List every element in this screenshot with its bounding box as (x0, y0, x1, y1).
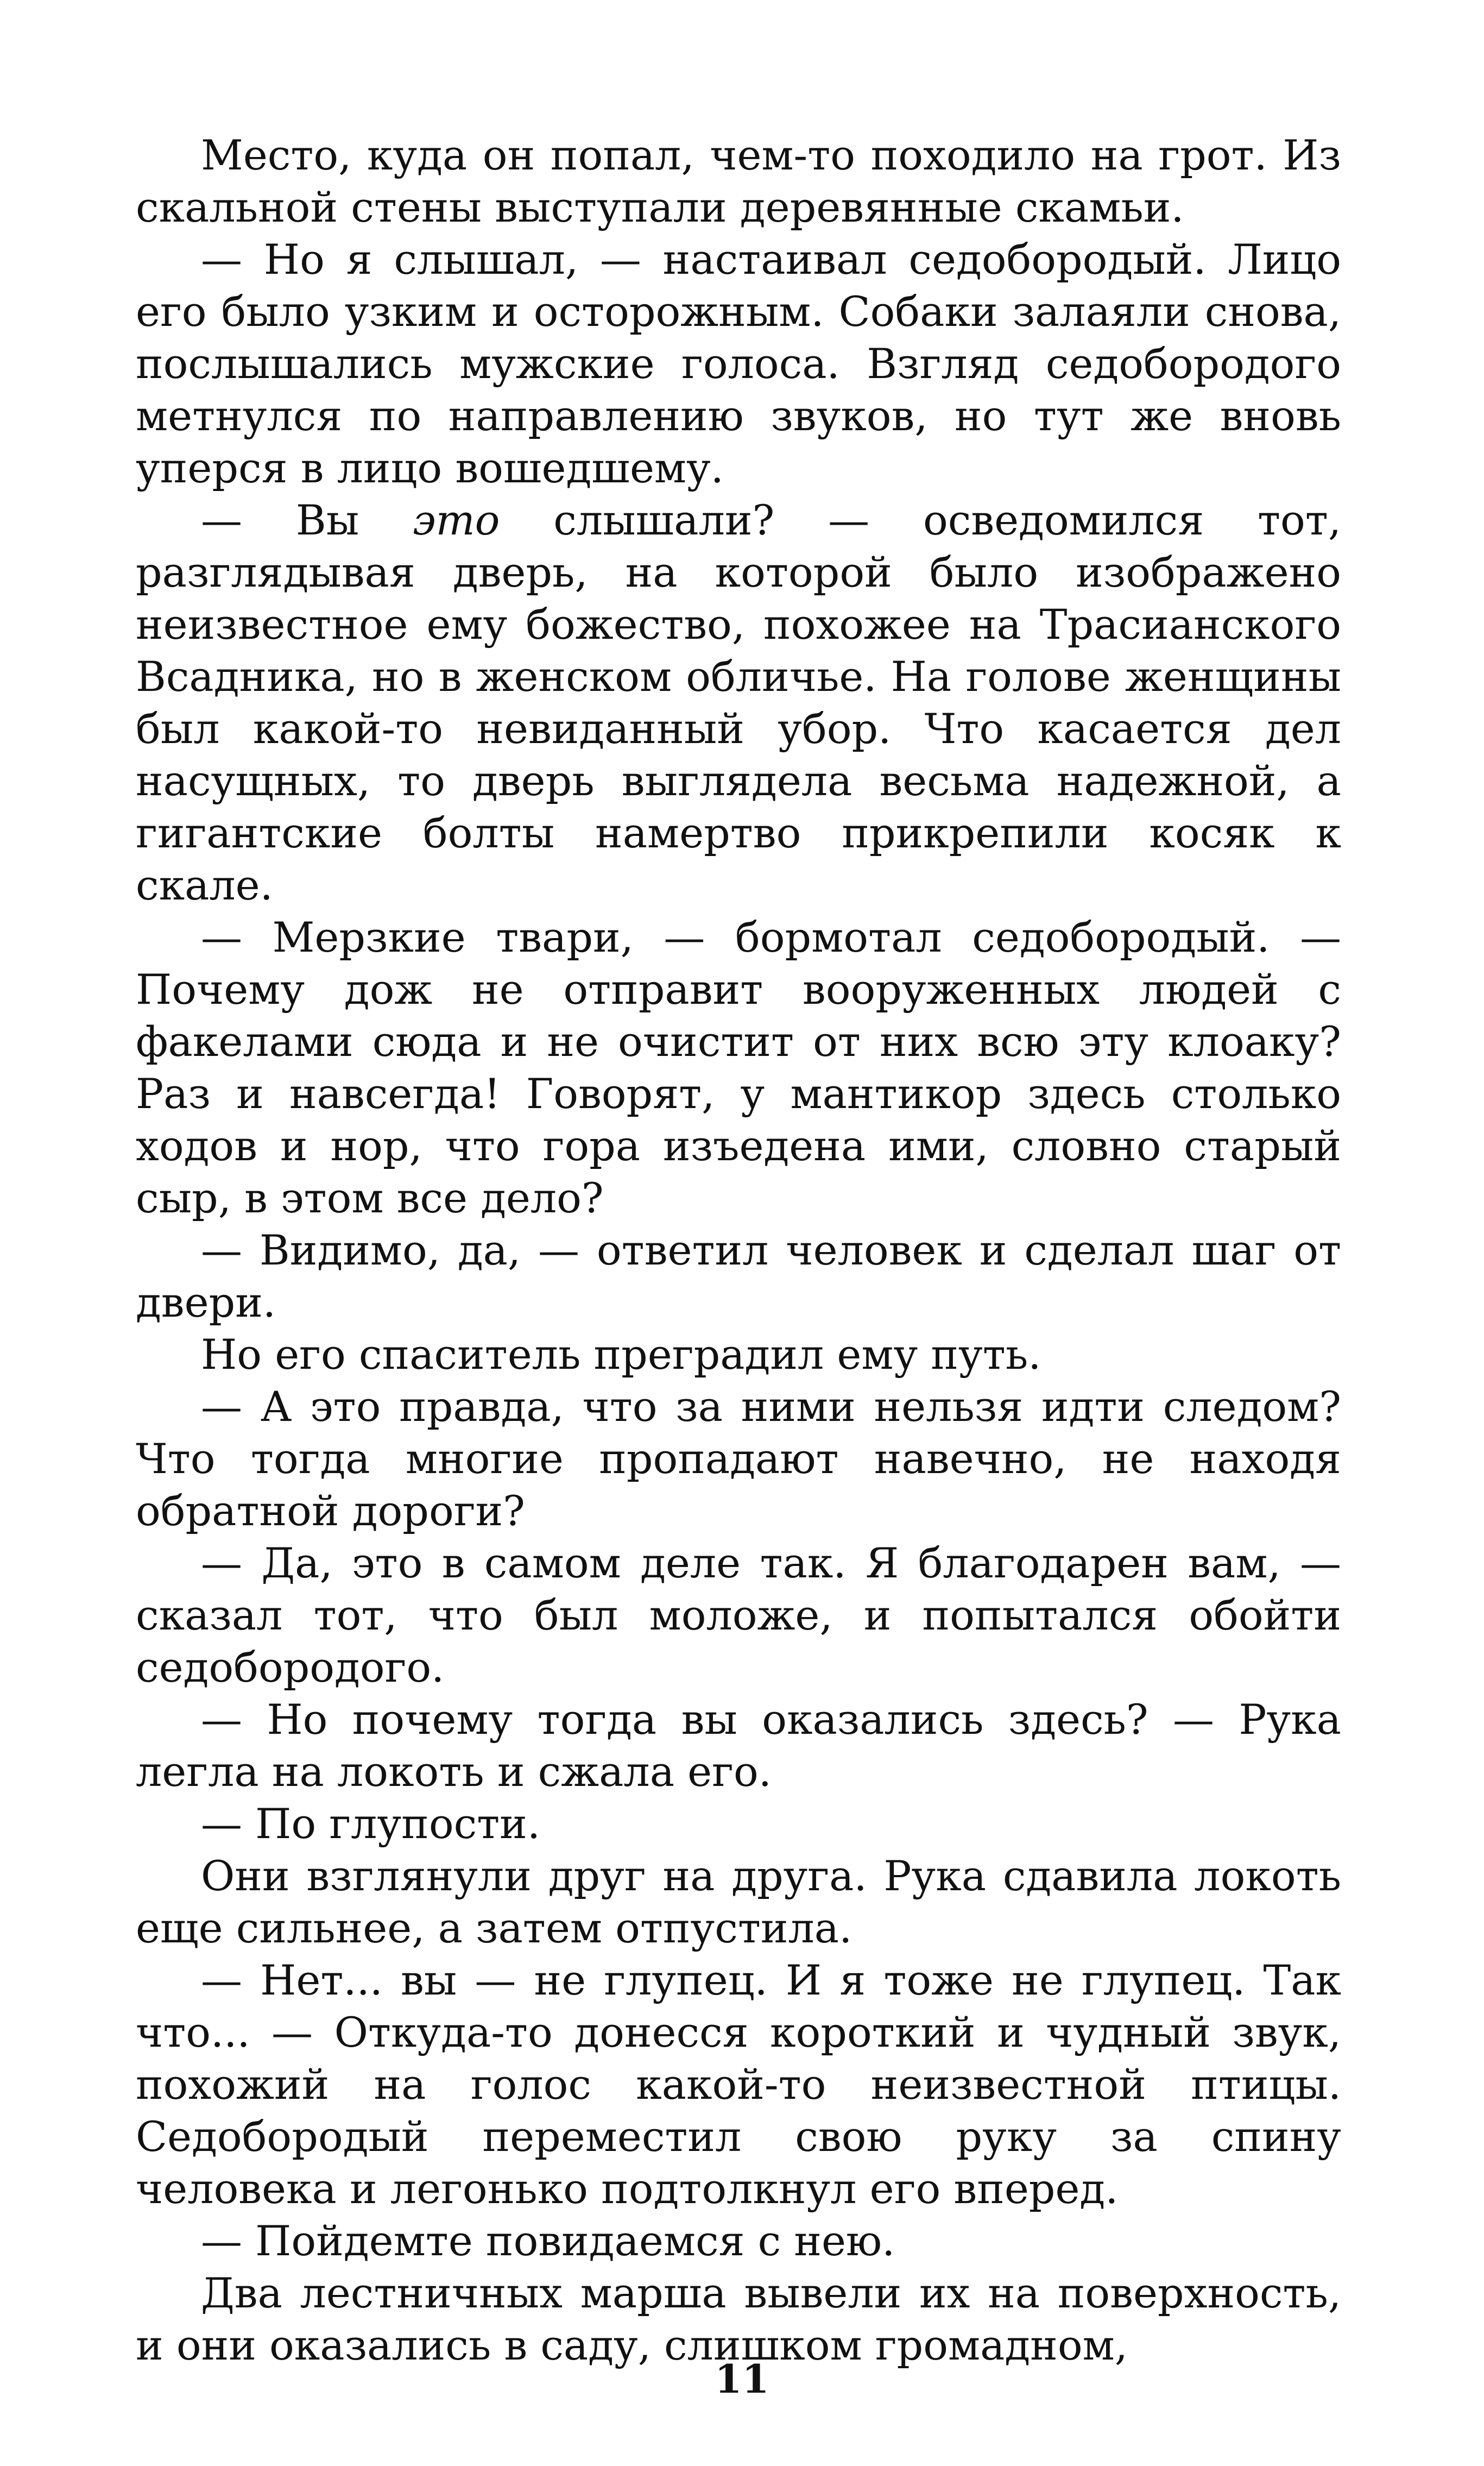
paragraph: Два лестничных марша вывели их на поверхность, и они оказались в саду, слишком громадном, (136, 2269, 1341, 2369)
paragraph-text: — Вы (201, 496, 413, 544)
page-text-block (136, 129, 1341, 2371)
paragraph: — Нет... вы — не глупец. И я тоже не глупец. Так что... — Откуда-то донесся короткий и чудный звук, похожий на голос какой-то неизвестной птицы. Седобородый переместил свою руку за спину человека и легонько подтолкнул его вперед. (136, 1956, 1341, 2213)
paragraph: Место, куда он попал, чем-то походило на грот. Из скальной стены выступали деревянные скамьи. (136, 131, 1341, 231)
paragraph: — По глупости. (201, 1800, 540, 1848)
page-number: 11 (715, 2356, 769, 2402)
paragraph: — Пойдемте повидаемся с нею. (201, 2217, 895, 2265)
emphasized-word: это (413, 496, 500, 544)
paragraph: Но его спаситель преградил ему путь. (201, 1330, 1041, 1379)
paragraph: — Да, это в самом деле так. Я благодарен вам, — сказал тот, что был моложе, и попытался обойти седобородого. (136, 1539, 1341, 1691)
paragraph: — Видимо, да, — ответил человек и сделал шаг от двери. (136, 1226, 1341, 1326)
paragraph: — Но почему тогда вы оказались здесь? — Рука легла на локоть и сжала его. (136, 1695, 1341, 1796)
paragraph: Они взглянули друг на друга. Рука сдавила локоть еще сильнее, а затем отпустила. (136, 1852, 1341, 1952)
paragraph: — Но я слышал, — настаивал седобородый. Лицо его было узким и осторожным. Собаки залаяли снова, послышались мужские голоса. Взгляд седобородого метнулся по направлению звуков, но тут же вновь уперся в лицо вошедшему. (136, 235, 1341, 492)
paragraph: — Мерзкие твари, — бормотал седобородый. — Почему дож не отправит вооруженных людей с факелами сюда и не очистит от них всю эту клоаку? Раз и навсегда! Говорят, у мантикор здесь столько ходов и нор, что гора изъедена ими, словно старый сыр, в этом все дело? (136, 913, 1341, 1222)
paragraph: — А это правда, что за ними нельзя идти следом? Что тогда многие пропадают навечно, не находя обратной дороги? (136, 1382, 1341, 1535)
paragraph-text: слышали? — осведомился тот, разглядывая дверь, на которой было изображено неизвестное ему божество, похожее на Трасианского Всадника, но в женском обличье. На голове женщины был какой-то невиданный убор. Что касается дел насущных, то дверь выглядела весьма надежной, а гигантские болты намертво прикрепили косяк к скале. (136, 496, 1342, 909)
paragraph (136, 494, 1341, 911)
